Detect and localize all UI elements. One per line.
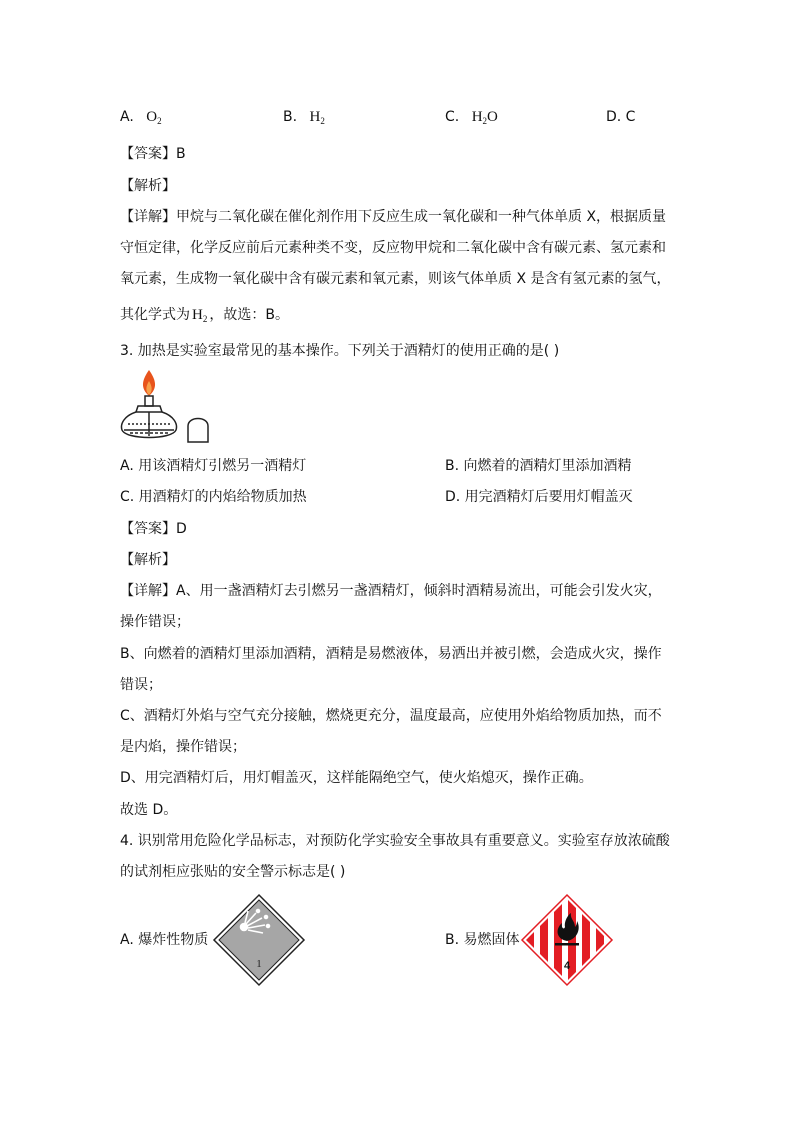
q2-detail-line: 氧元素，生成物一氧化碳中含有碳元素和氧元素，则该气体单质 X 是含有氢元素的氢气， <box>120 271 671 287</box>
q3-detail-line: 故选 D。 <box>120 802 178 818</box>
q3-detail-line: C、酒精灯外焰与空气充分接触，燃烧更充分，温度最高，应使用外焰给物质加热，而不 <box>120 708 662 724</box>
q3-detail-line: 是内焰，操作错误； <box>120 739 246 755</box>
q2-option-b <box>283 108 325 130</box>
q3-detail-line: 错误； <box>120 677 162 693</box>
flame-icon <box>143 370 155 396</box>
q4-stem: 4. 识别常用危险化学品标志，对预防化学实验安全事故具有重要意义。实验室存放浓硫酸 <box>120 833 670 849</box>
q4-stem: 的试剂柜应张贴的安全警示标志是( ) <box>120 864 346 880</box>
q2-answer: 【答案】B <box>120 146 186 162</box>
q2-detail-line: 守恒定律，化学反应前后元素种类不变，反应物甲烷和二氧化碳中含有碳元素、氢元素和 <box>120 240 666 256</box>
hazard-class-number: 1 <box>256 958 262 970</box>
lamp-cap-icon <box>188 419 208 443</box>
q4-option-a: A. 爆炸性物质 <box>120 932 209 948</box>
flammable-solid-sign-icon <box>520 893 614 987</box>
q2-option-d: D. C <box>606 109 636 125</box>
q3-option-a: A. 用该酒精灯引燃另一酒精灯 <box>120 458 307 474</box>
hazard-class-number: 4 <box>563 960 571 972</box>
lamp-icon <box>122 396 177 438</box>
q3-analysis-heading: 【解析】 <box>120 552 176 568</box>
formula-o2: $O_2$ <box>146 109 162 126</box>
alcohol-lamp-illustration <box>116 366 216 446</box>
q3-option-d: D. 用完酒精灯后要用灯帽盖灭 <box>445 489 633 505</box>
q3-detail-line: D、用完酒精灯后，用灯帽盖灭，这样能隔绝空气，使火焰熄灭，操作正确。 <box>120 770 593 786</box>
q3-option-b: B. 向燃着的酒精灯里添加酒精 <box>445 458 632 474</box>
option-letter: B. <box>283 109 298 125</box>
formula-h2: $H_2$ <box>192 307 208 324</box>
option-letter: A. <box>120 109 134 125</box>
formula-h2o: $H_2O$ <box>471 109 498 126</box>
q3-detail-line: 操作错误； <box>120 614 190 630</box>
explosive-hazard-sign-icon <box>212 893 306 987</box>
q4-option-b: B. 易燃固体 <box>445 932 520 948</box>
q3-detail-line: B、向燃着的酒精灯里添加酒精，酒精是易燃液体，易洒出并被引燃，会造成火灾，操作 <box>120 646 662 662</box>
q3-option-c: C. 用酒精灯的内焰给物质加热 <box>120 489 307 505</box>
q2-option-a <box>120 108 162 130</box>
option-letter: C. <box>445 109 460 125</box>
q2-detail-line: 其化学式为 $H_2$ ，故选：B。 <box>120 307 289 324</box>
q2-option-c <box>445 108 498 130</box>
formula-h2: $H_2$ <box>309 109 325 126</box>
q3-detail-line: 【详解】A、用一盏酒精灯去引燃另一盏酒精灯，倾斜时酒精易流出，可能会引发火灾， <box>120 583 662 599</box>
q3-answer: 【答案】D <box>120 521 187 537</box>
q2-analysis-heading: 【解析】 <box>120 178 176 194</box>
q2-detail-line: 【详解】甲烷与二氧化碳在催化剂作用下反应生成一氧化碳和一种气体单质 X，根据质量 <box>120 209 667 225</box>
q3-stem: 3. 加热是实验室最常见的基本操作。下列关于酒精灯的使用正确的是( ) <box>120 343 560 359</box>
